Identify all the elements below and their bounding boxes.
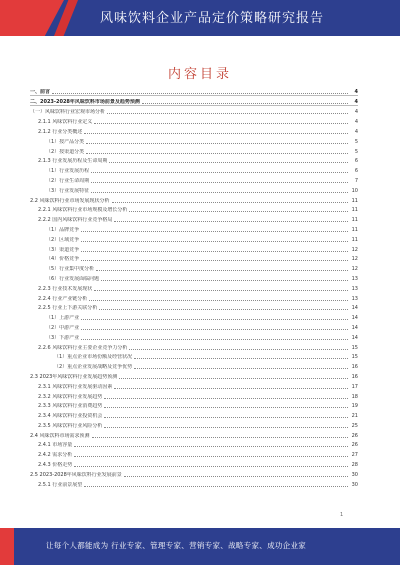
toc-leader-dots bbox=[84, 133, 348, 134]
toc-leader-dots bbox=[142, 103, 348, 104]
toc-entry-label: 2.5.1 行业前景展望 bbox=[38, 481, 83, 488]
toc-entry-page: 13 bbox=[351, 295, 358, 302]
toc-entry[interactable] bbox=[30, 370, 358, 380]
toc-leader-dots bbox=[107, 113, 348, 114]
toc-entry-label: 2.3.3 风味饮料行业消费趋势 bbox=[38, 403, 103, 410]
toc-leader-dots bbox=[94, 123, 348, 124]
toc-leader-dots bbox=[81, 231, 348, 232]
toc-entry[interactable] bbox=[30, 253, 358, 263]
toc-leader-dots bbox=[86, 153, 348, 154]
toc-entry-label: 2.1.1 风味饮料行业定义 bbox=[38, 119, 93, 126]
toc-entry-label: （3）行业发展特征 bbox=[46, 187, 90, 194]
toc-leader-dots bbox=[134, 368, 348, 369]
report-footer bbox=[0, 528, 400, 565]
toc-entry-page: 11 bbox=[351, 226, 358, 233]
toc-entry-page: 5 bbox=[354, 138, 358, 145]
toc-entry[interactable] bbox=[30, 478, 358, 488]
toc-entry[interactable] bbox=[30, 390, 358, 400]
toc-entry[interactable] bbox=[30, 125, 358, 135]
report-header bbox=[0, 0, 400, 36]
toc-entry-label: （1）品牌竞争 bbox=[46, 226, 80, 233]
toc-entry[interactable] bbox=[30, 223, 358, 233]
toc-leader-dots bbox=[91, 192, 348, 193]
toc-entry-label: （2）行业生命周期 bbox=[46, 177, 90, 184]
toc-leader-dots bbox=[91, 182, 348, 183]
toc-entry-label: 2.2.4 行业产业链分析 bbox=[38, 295, 88, 302]
toc-leader-dots bbox=[104, 398, 348, 399]
toc-entry[interactable] bbox=[30, 184, 358, 194]
toc-entry-label: 2.2.2 国内风味饮料行业竞争格局 bbox=[38, 217, 113, 224]
toc-entry-page: 4 bbox=[354, 128, 358, 135]
toc-leader-dots bbox=[52, 93, 348, 94]
toc-entry-label: 2.2.1 风味饮料行业市场规模及增长分析 bbox=[38, 207, 128, 214]
footer-slogan: 让每个人都能成为 行业专家、管理专家、营销专家、战略专家、成功企业家 bbox=[46, 541, 307, 550]
toc-entry-label: 2.4 风味饮料市场需求预测 bbox=[30, 432, 90, 439]
toc-entry[interactable] bbox=[30, 282, 358, 292]
toc-entry[interactable] bbox=[30, 213, 358, 223]
toc-entry-label: （4）价格竞争 bbox=[46, 256, 80, 263]
toc-entry-page: 30 bbox=[351, 471, 358, 478]
toc-leader-dots bbox=[81, 319, 348, 320]
toc-entry-page: 11 bbox=[351, 217, 358, 224]
toc-entry[interactable] bbox=[30, 468, 358, 478]
toc-leader-dots bbox=[74, 446, 348, 447]
toc-entry[interactable] bbox=[30, 458, 358, 468]
toc-entry-label: 2.1.2 行业分类概述 bbox=[38, 128, 83, 135]
toc-leader-dots bbox=[124, 476, 348, 477]
toc-entry-label: （1）重点企业市场份额及经营状况 bbox=[54, 354, 133, 361]
toc-leader-dots bbox=[104, 417, 348, 418]
toc-entry[interactable] bbox=[30, 439, 358, 449]
toc-entry-page: 12 bbox=[351, 256, 358, 263]
toc-entry-page: 12 bbox=[351, 246, 358, 253]
toc-leader-dots bbox=[114, 388, 348, 389]
toc-leader-dots bbox=[129, 211, 348, 212]
toc-entry-label: （5）行业集中度分析 bbox=[46, 266, 95, 273]
toc-leader-dots bbox=[99, 309, 348, 310]
toc-entry-page: 4 bbox=[354, 109, 358, 116]
toc-entry-page: 5 bbox=[354, 148, 358, 155]
toc-entry-label: （3）渠道竞争 bbox=[46, 246, 80, 253]
toc-entry[interactable] bbox=[30, 243, 358, 253]
toc-entry-label: 一、前言 bbox=[30, 88, 51, 95]
toc-leader-dots bbox=[89, 300, 348, 301]
toc-entry-page: 18 bbox=[351, 393, 358, 400]
page-number: 1 bbox=[340, 512, 344, 518]
toc-entry-page: 17 bbox=[351, 383, 358, 390]
toc-entry-page: 11 bbox=[351, 197, 358, 204]
toc-entry[interactable] bbox=[30, 331, 358, 341]
toc-leader-dots bbox=[91, 172, 348, 173]
toc-heading: 内容目录 bbox=[167, 67, 232, 82]
toc-entry-label: （1）上游产业 bbox=[46, 315, 80, 322]
toc-leader-dots bbox=[119, 378, 348, 379]
toc-entry-label: （6）行业发展面临问题 bbox=[46, 275, 100, 282]
toc-entry[interactable] bbox=[30, 106, 358, 116]
report-title: 风味饮料企业产品定价策略研究报告 bbox=[100, 11, 325, 26]
toc-entry-page: 27 bbox=[351, 452, 358, 459]
toc-entry-page: 21 bbox=[351, 413, 358, 420]
toc-entry[interactable] bbox=[30, 341, 358, 351]
toc-leader-dots bbox=[109, 162, 348, 163]
toc-entry[interactable] bbox=[30, 409, 358, 419]
toc-leader-dots bbox=[81, 251, 348, 252]
toc-entry-page: 30 bbox=[351, 481, 358, 488]
toc-entry-page: 11 bbox=[351, 236, 358, 243]
toc-leader-dots bbox=[84, 486, 348, 487]
toc-entry-page: 26 bbox=[351, 432, 358, 439]
toc-entry-page: 12 bbox=[351, 266, 358, 273]
toc-entry-page: 11 bbox=[351, 207, 358, 214]
toc-entry-label: 2.3.1 风味饮料行业发展驱动因素 bbox=[38, 383, 113, 390]
toc-entry-label: （1）行业发展历程 bbox=[46, 168, 90, 175]
toc-leader-dots bbox=[74, 456, 348, 457]
toc-leader-dots bbox=[81, 241, 348, 242]
toc-entry-label: （一）风味饮料行业宏观市场分析 bbox=[30, 109, 106, 116]
toc-entry[interactable] bbox=[30, 429, 358, 439]
toc-entry-label: 2.2.3 行业技术发展现状 bbox=[38, 285, 93, 292]
table-of-contents bbox=[30, 86, 358, 488]
toc-entry-page: 14 bbox=[351, 324, 358, 331]
toc-entry-page: 6 bbox=[354, 158, 358, 165]
toc-entry-label: 2.4.1 市场容量 bbox=[38, 442, 73, 449]
toc-entry[interactable] bbox=[30, 115, 358, 125]
toc-leader-dots bbox=[96, 270, 348, 271]
toc-entry[interactable] bbox=[30, 96, 358, 106]
footer-red-corner bbox=[0, 528, 14, 565]
toc-entry[interactable] bbox=[30, 204, 358, 214]
toc-entry-label: 2.2 风味饮料行业市场发展现状分析 bbox=[30, 197, 110, 204]
toc-entry-label: 2.2.5 行业上下游关联分析 bbox=[38, 305, 98, 312]
toc-entry-label: （2）中游产业 bbox=[46, 324, 80, 331]
toc-leader-dots bbox=[134, 358, 348, 359]
toc-entry-page: 14 bbox=[351, 305, 358, 312]
toc-entry-label: 2.3 2023年风味饮料行业发展趋势预测 bbox=[30, 373, 118, 380]
toc-entry-page: 14 bbox=[351, 334, 358, 341]
toc-leader-dots bbox=[92, 437, 348, 438]
toc-entry[interactable] bbox=[30, 419, 358, 429]
toc-leader-dots bbox=[104, 407, 348, 408]
toc-entry-page: 16 bbox=[351, 373, 358, 380]
toc-entry-page: 19 bbox=[351, 403, 358, 410]
toc-entry-page: 14 bbox=[351, 315, 358, 322]
toc-entry[interactable] bbox=[30, 135, 358, 145]
toc-leader-dots bbox=[86, 143, 348, 144]
toc-entry[interactable] bbox=[30, 86, 358, 96]
toc-entry-label: 二、2023-2028年风味饮料市场前景及趋势预测 bbox=[30, 98, 140, 105]
toc-entry-label: 2.5 2023-2028年风味饮料行业发展前景 bbox=[30, 471, 122, 478]
toc-entry[interactable] bbox=[30, 145, 358, 155]
toc-leader-dots bbox=[94, 290, 348, 291]
toc-entry-label: 2.2.6 风味饮料行业主要企业竞争力分析 bbox=[38, 344, 128, 351]
toc-entry-page: 13 bbox=[351, 285, 358, 292]
toc-entry[interactable] bbox=[30, 272, 358, 282]
toc-entry[interactable] bbox=[30, 292, 358, 302]
toc-leader-dots bbox=[104, 427, 348, 428]
toc-entry-page: 13 bbox=[351, 275, 358, 282]
toc-entry[interactable] bbox=[30, 155, 358, 165]
toc-entry[interactable] bbox=[30, 311, 358, 321]
toc-entry-label: （1）按产品分类 bbox=[46, 138, 85, 145]
toc-entry-page: 4 bbox=[354, 98, 358, 105]
toc-entry-label: 2.3.2 风味饮料行业发展趋势 bbox=[38, 393, 103, 400]
toc-entry[interactable] bbox=[30, 194, 358, 204]
header-red-band bbox=[0, 0, 64, 36]
toc-leader-dots bbox=[112, 202, 348, 203]
toc-entry[interactable] bbox=[30, 164, 358, 174]
toc-entry-label: （2）区域竞争 bbox=[46, 236, 80, 243]
toc-leader-dots bbox=[114, 221, 348, 222]
toc-entry-page: 10 bbox=[351, 187, 358, 194]
toc-entry-label: 2.4.3 价格走势 bbox=[38, 462, 73, 469]
toc-entry-page: 26 bbox=[351, 442, 358, 449]
toc-entry[interactable] bbox=[30, 302, 358, 312]
toc-entry-page: 28 bbox=[351, 462, 358, 469]
toc-entry[interactable] bbox=[30, 448, 358, 458]
toc-entry[interactable] bbox=[30, 380, 358, 390]
toc-entry[interactable] bbox=[30, 360, 358, 370]
toc-entry[interactable] bbox=[30, 262, 358, 272]
toc-entry-page: 15 bbox=[351, 344, 358, 351]
toc-entry-page: 7 bbox=[354, 177, 358, 184]
toc-entry-label: 2.3.4 风味饮料行业投资机会 bbox=[38, 413, 103, 420]
toc-entry-label: 2.1.3 行业发展历程及生命周期 bbox=[38, 158, 108, 165]
toc-entry[interactable] bbox=[30, 351, 358, 361]
toc-leader-dots bbox=[74, 466, 348, 467]
toc-entry-page: 4 bbox=[354, 88, 358, 95]
toc-entry-page: 4 bbox=[354, 119, 358, 126]
toc-entry-label: 2.3.5 风味饮料行业风险分析 bbox=[38, 422, 103, 429]
toc-leader-dots bbox=[101, 280, 348, 281]
toc-entry-page: 6 bbox=[354, 168, 358, 175]
toc-entry-page: 15 bbox=[351, 354, 358, 361]
toc-entry-label: （2）按渠道分类 bbox=[46, 148, 85, 155]
toc-entry-page: 25 bbox=[351, 422, 358, 429]
toc-leader-dots bbox=[81, 329, 348, 330]
toc-entry-label: 2.4.2 需求分析 bbox=[38, 452, 73, 459]
toc-entry[interactable] bbox=[30, 321, 358, 331]
toc-entry[interactable] bbox=[30, 400, 358, 410]
toc-entry-page: 16 bbox=[351, 364, 358, 371]
toc-leader-dots bbox=[81, 339, 348, 340]
toc-entry[interactable] bbox=[30, 174, 358, 184]
toc-leader-dots bbox=[129, 349, 348, 350]
toc-entry-label: （3）下游产业 bbox=[46, 334, 80, 341]
toc-entry-label: （2）重点企业发展战略及竞争优势 bbox=[54, 364, 133, 371]
toc-leader-dots bbox=[81, 260, 348, 261]
toc-entry[interactable] bbox=[30, 233, 358, 243]
